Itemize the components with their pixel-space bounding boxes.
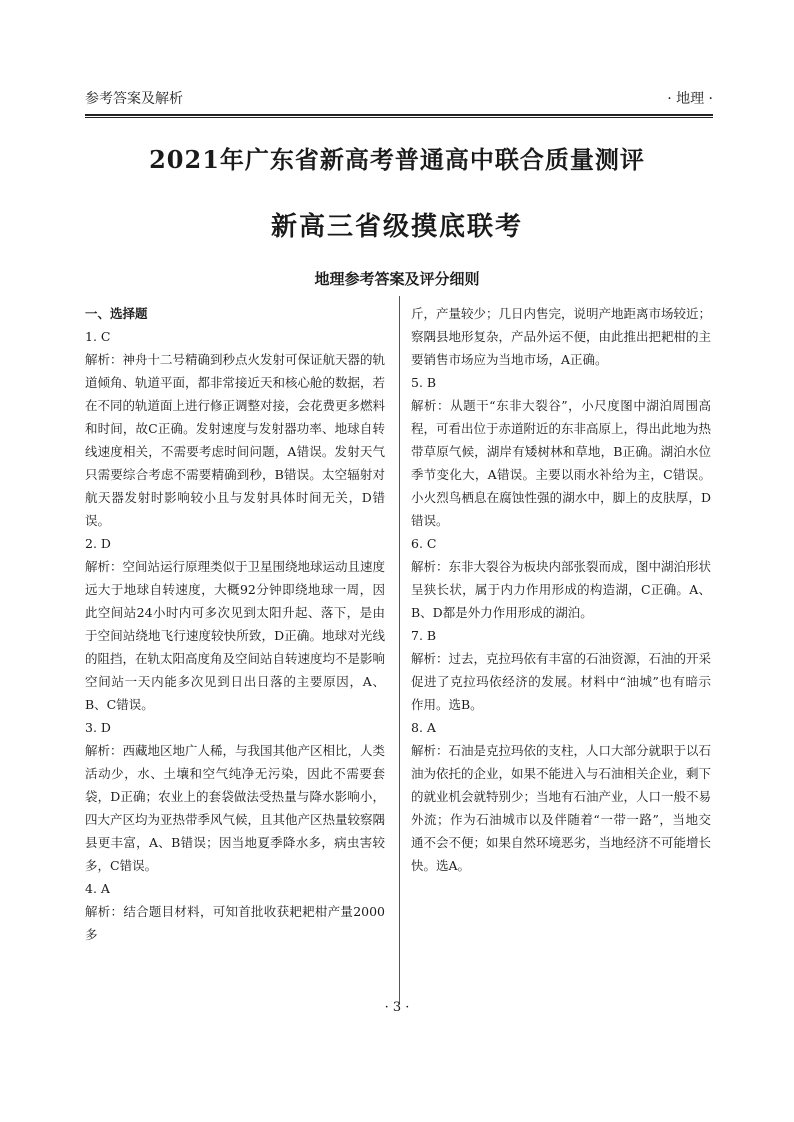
answer-number: 5. B: [411, 375, 437, 390]
column-divider: [399, 296, 400, 1004]
answer-number: 7. B: [411, 628, 437, 643]
right-column: [411, 302, 711, 877]
page-header: [85, 88, 713, 110]
answer-explanation: 解析：空间站运行原理类似于卫星围绕地球运动且速度远大于地球自转速度，大概92分钟即绕地球一周，因此空间站24小时内可多次见到太阳升起、落下，是由于空间站绕地飞行速度较快所致，D正确。地球对光线的阻挡，在轨太阳高度角及空间站自转速度均不是影响空间站一天内能多次见到日出日落的主要原因，A、B、C错误。: [85, 559, 386, 712]
answer-number: 2. D: [85, 536, 111, 551]
answer-number: 1. C: [85, 329, 111, 344]
answer-number: 8. A: [411, 720, 436, 735]
left-column: [85, 302, 385, 946]
section-heading: 一、选择题: [85, 306, 148, 321]
answer-explanation: 解析：过去，克拉玛依有丰富的石油资源，石油的开采促进了克拉玛依经济的发展。材料中“油城”也有暗示作用。选B。: [411, 651, 712, 712]
answer-explanation: 解析：西藏地区地广人稀，与我国其他产区相比，人类活动少，水、土壤和空气纯净无污染，因此不需要套袋，D正确；农业上的套袋做法受热量与降水影响小，四大产区均为亚热带季风气候，且其他产区热量较察隅县更丰富，A、B错误；因当地夏季降水多，病虫害较多，C错误。: [85, 743, 386, 873]
answer-number: 4. A: [85, 881, 110, 896]
page-number: · 3 ·: [384, 1000, 410, 1015]
answer-explanation: 解析：神舟十二号精确到秒点火发射可保证航天器的轨道倾角、轨道平面，都非常接近天和核心舱的数据，若在不同的轨道面上进行修正调整对接，会花费更多燃料和时间，故C正确。发射速度与发射器功率、地球自转线速度相关，不需要考虑时间问题，A错误。发射天气只需要综合考虑不需要精确到秒，B错误。太空辐射对航天器发射时影响较小且与发射具体时间无关，D错误。: [85, 352, 386, 528]
header-left-text: 参考答案及解析: [85, 91, 183, 107]
answer-explanation: 解析：从题干“东非大裂谷”，小尺度图中湖泊周围高程，可看出位于赤道附近的东非高原上，得出此地为热带草原气候，湖岸有矮树林和草地，B正确。湖泊水位季节变化大，A错误。主要以雨水补给为主，C错误。小火烈鸟栖息在腐蚀性强的湖水中，脚上的皮肤厚，D错误。: [411, 398, 712, 528]
header-rule: [85, 114, 713, 118]
answer-number: 6. C: [411, 536, 437, 551]
header-subject-text: · 地理 ·: [667, 91, 713, 107]
answer-number: 3. D: [85, 720, 111, 735]
document-title-line2: 新高三省级摸底联考: [270, 212, 523, 242]
answer-explanation: 斤，产量较少；几日内售完，说明产地距离市场较近；察隅县地形复杂，产品外运不便，由此推出把耙柑的主要销售市场应为当地市场，A正确。: [411, 306, 712, 367]
answer-explanation: 解析：东非大裂谷为板块内部张裂而成，图中湖泊形状呈狭长状，属于内力作用形成的构造湖，C正确。A、B、D都是外力作用形成的湖泊。: [411, 559, 712, 620]
document-subtitle: 地理参考答案及评分细则: [314, 270, 480, 288]
answer-explanation: 解析：结合题目材料，可知首批收获耙耙柑产量2000多: [85, 904, 385, 942]
answer-explanation: 解析：石油是克拉玛依的支柱，人口大部分就职于以石油为依托的企业，如果不能进入与石油相关企业，剩下的就业机会就特别少；当地有石油产业，人口一般不易外流；作为石油城市以及伴随着“一带一路”，当地交通不会不便；如果自然环境恶劣，当地经济不可能增长快。选A。: [411, 743, 712, 873]
document-title: 2021年广东省新高考普通高中联合质量测评: [149, 145, 645, 174]
